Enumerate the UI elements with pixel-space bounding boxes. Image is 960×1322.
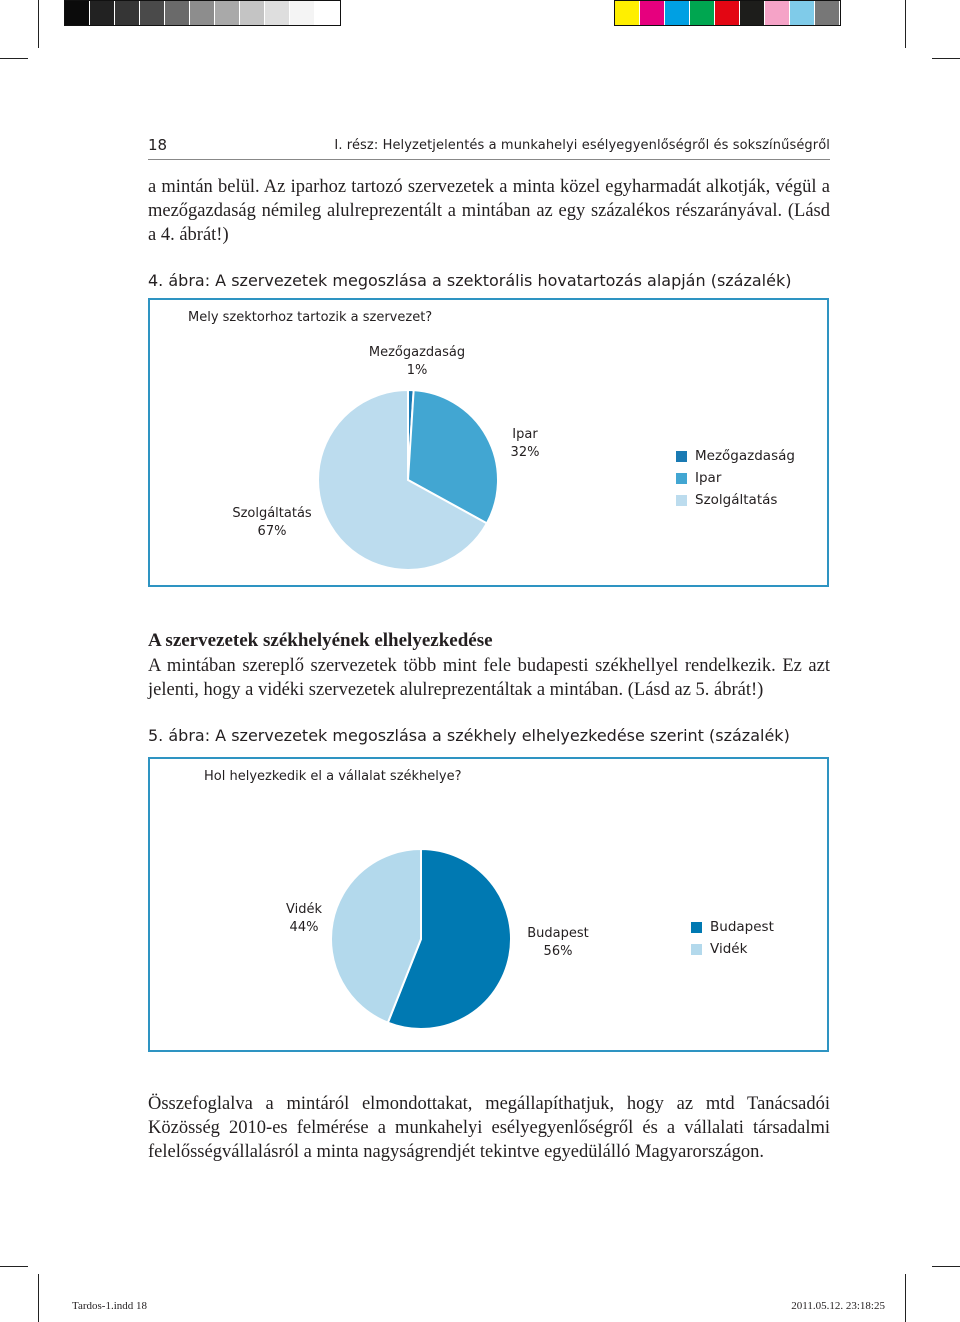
color-swatch — [740, 1, 765, 25]
crop-mark — [0, 1266, 28, 1267]
header-divider — [148, 159, 830, 160]
color-swatch — [715, 1, 740, 25]
page-number: 18 — [148, 136, 168, 154]
section-paragraph: A mintában szereplő szervezetek több mint fele budapesti székhellyel rendelkezik. Ez azt jelenti, hogy a vidéki szervezetek alulreprezentáltak a mintában. (Lásd az 5. ábrát!) — [148, 656, 830, 700]
figure5-question: Hol helyezkedik el a vállalat székhelye? — [204, 769, 462, 784]
legend-swatch — [676, 473, 687, 484]
figure4-box — [148, 298, 829, 587]
crop-mark — [38, 0, 39, 48]
legend-item-budapest: Budapest — [691, 916, 774, 938]
intro-paragraph: a mintán belül. Az iparhoz tartozó szervezetek a minta közel egyharmadát alkotják, végül a mezőgazdaság némileg alulreprezentált a mintában az egy százalékos részarányával. (Lásd a 4. ábrát!) — [148, 177, 830, 245]
gray-swatch — [90, 1, 115, 25]
gray-swatch — [240, 1, 265, 25]
pie-label-ipar: Ipar 32% — [510, 427, 540, 460]
color-swatch — [790, 1, 815, 25]
color-swatch — [615, 1, 640, 25]
legend-swatch — [691, 922, 702, 933]
crop-mark — [932, 1266, 960, 1267]
crop-mark — [0, 58, 28, 59]
legend-item-szolgaltatas: Szolgáltatás — [676, 489, 795, 511]
gray-swatch — [140, 1, 165, 25]
footer-timestamp: 2011.05.12. 23:18:25 — [791, 1300, 885, 1312]
section-heading: A szervezetek székhelyének elhelyezkedése — [148, 630, 493, 651]
pie-label-budapest: Budapest 56% — [527, 926, 589, 959]
gray-swatch — [165, 1, 190, 25]
legend-item-mezogazdasag: Mezőgazdaság — [676, 445, 795, 467]
crop-mark — [905, 0, 906, 48]
legend-item-ipar: Ipar — [676, 467, 795, 489]
grayscale-color-bar — [64, 0, 341, 26]
crop-mark — [905, 1274, 906, 1322]
gray-swatch — [290, 1, 315, 25]
figure4-question: Mely szektorhoz tartozik a szervezet? — [188, 310, 433, 325]
pie-label-videk: Vidék 44% — [286, 902, 322, 935]
crop-mark — [932, 58, 960, 59]
gray-swatch — [115, 1, 140, 25]
gray-swatch — [215, 1, 240, 25]
color-swatch — [665, 1, 690, 25]
color-swatch — [690, 1, 715, 25]
pie-label-szolgaltatas: Szolgáltatás 67% — [232, 506, 312, 539]
legend-swatch — [691, 944, 702, 955]
figure4-legend — [676, 445, 795, 511]
color-swatch — [815, 1, 840, 25]
footer-file: Tardos-1.indd 18 — [72, 1300, 147, 1312]
legend-swatch — [676, 495, 687, 506]
gray-swatch — [190, 1, 215, 25]
color-swatch — [640, 1, 665, 25]
process-color-bar — [614, 0, 841, 26]
gray-swatch — [265, 1, 290, 25]
gray-swatch — [65, 1, 90, 25]
crop-mark — [38, 1274, 39, 1322]
figure5-legend — [691, 916, 774, 960]
figure5-caption: 5. ábra: A szervezetek megoszlása a székhely elhelyezkedése szerint (százalék) — [148, 726, 790, 745]
figure4-caption: 4. ábra: A szervezetek megoszlása a szektorális hovatartozás alapján (százalék) — [148, 271, 792, 290]
legend-item-videk: Vidék — [691, 938, 774, 960]
figure5-box — [148, 757, 829, 1052]
legend-swatch — [676, 451, 687, 462]
conclusion-paragraph: Összefoglalva a mintáról elmondottakat, megállapíthatjuk, hogy az mtd Tanácsadói Közösség 2010-es felmérése a munkahelyi esélyegyenlőségről és a vállalati társadalmi felelősségvállalásról a minta nagyságrendjét tekintve egyedülálló Magyarországon. — [148, 1094, 830, 1162]
sector-pie-chart — [308, 380, 508, 580]
gray-swatch — [315, 1, 340, 25]
color-swatch — [765, 1, 790, 25]
running-head: I. rész: Helyzetjelentés a munkahelyi esélyegyenlőségről és sokszínűségről — [334, 138, 830, 153]
pie-label-mezogazdasag: Mezőgazdaság 1% — [368, 345, 466, 378]
location-pie-chart — [321, 839, 521, 1039]
